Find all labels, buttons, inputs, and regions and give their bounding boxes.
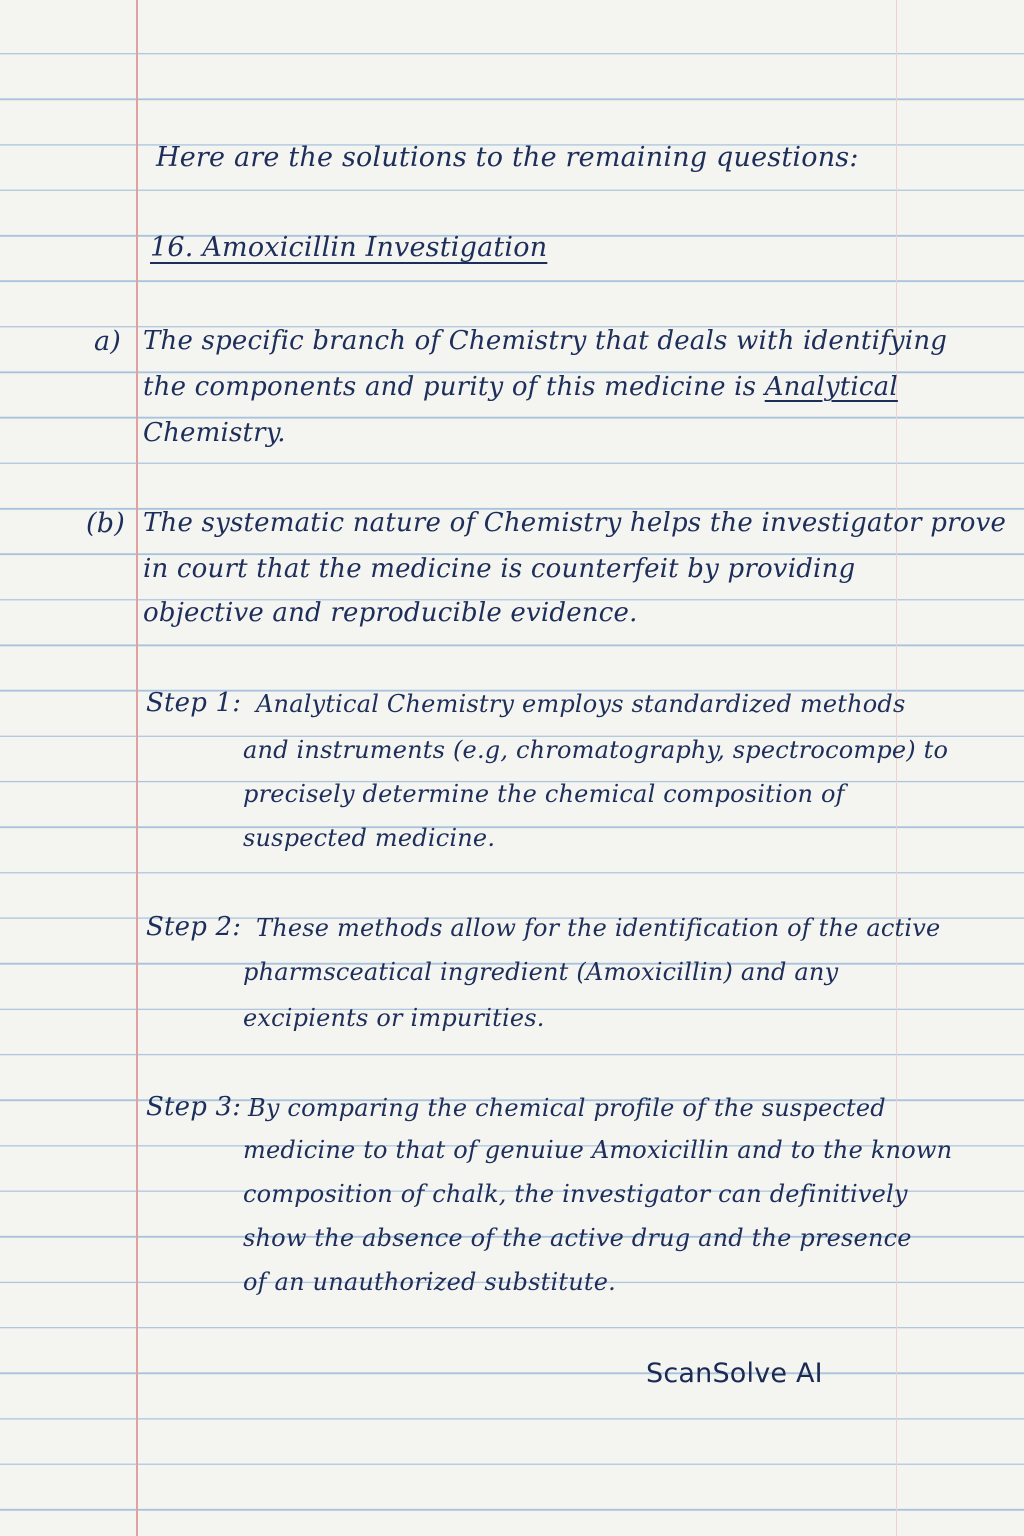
part-b-marker: (b) [86,508,125,539]
step-1-line-3: precisely determine the chemical composition of [243,780,845,808]
part-a-line-2 [143,372,898,402]
part-a-marker: a) [94,326,122,357]
intro-text: Here are the solutions to the remaining questions: [156,142,859,173]
question-heading: 16. Amoxicillin Investigation [150,232,548,263]
step-3-line-5: of an unauthorized substitute. [243,1268,616,1296]
step-1-line-2: and instruments (e.g, chromatography, spectrocompe) to [243,736,949,764]
step-2-label: Step 2: [146,912,242,942]
part-a-line-1: The specific branch of Chemistry that deals with identifying [143,326,948,356]
part-a-line-3: Chemistry. [143,418,286,448]
margin-line [136,0,138,1536]
step-3-line-3: composition of chalk, the investigator can definitively [243,1180,908,1208]
part-a-answer: Analytical [764,372,898,402]
part-a-line-2-text: the components and purity of this medicine is [143,372,757,402]
step-3-line-4: show the absence of the active drug and the presence [243,1224,912,1252]
signature: ScanSolve AI [646,1358,823,1389]
part-b-line-1: The systematic nature of Chemistry helps the investigator prove [143,508,1007,538]
step-3-line-2: medicine to that of genuiue Amoxicillin and to the known [243,1136,953,1164]
part-b-line-3: objective and reproducible evidence. [143,598,638,628]
step-1-line-4: suspected medicine. [243,824,496,852]
step-3-line-1: By comparing the chemical profile of the suspected [248,1094,886,1122]
step-1-label: Step 1: [146,688,242,718]
step-2-line-2: pharmsceatical ingredient (Amoxicillin) and any [243,958,839,986]
step-3-label: Step 3: [146,1092,242,1122]
right-margin-line [896,0,897,1536]
step-2-line-1: These methods allow for the identification of the active [256,914,941,942]
part-b-line-2: in court that the medicine is counterfeit by providing [143,554,856,584]
step-2-line-3: excipients or impurities. [243,1004,545,1032]
step-1-line-1: Analytical Chemistry employs standardized methods [256,690,906,718]
